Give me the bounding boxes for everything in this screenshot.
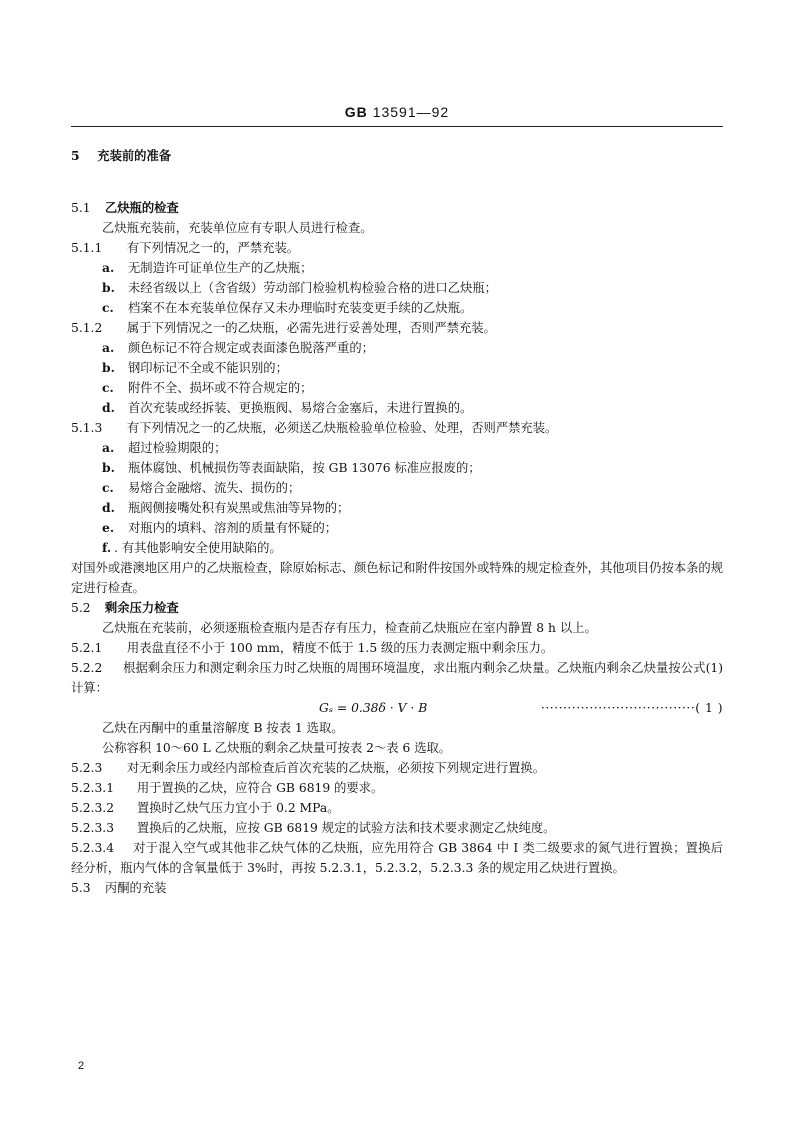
list-item: [71, 518, 723, 538]
clause-number: 5.1.2: [71, 321, 103, 335]
item-text: 首次充装或经拆装、更换瓶阀、易熔合金塞后，未进行置换的。: [128, 401, 473, 415]
clause-title: 乙炔瓶的检查: [104, 200, 179, 215]
clause-number: 5.2.3.4: [71, 841, 115, 855]
formula-leader: [541, 698, 723, 718]
standard-prefix: GB: [344, 104, 368, 120]
clause-5-2-3-3: [71, 818, 723, 838]
clause-5-2-intro: 乙炔瓶在充装前，必须逐瓶检查瓶内是否存有压力，检查前乙炔瓶应在室内静置 8 h 以上。: [102, 621, 597, 635]
clause-number: 5.2.2: [71, 661, 103, 675]
list-item: [71, 298, 723, 318]
item-letter: d.: [102, 500, 115, 515]
clause-text: 置换时乙炔气压力宜小于 0.2 MPa。: [136, 801, 340, 815]
list-item: [71, 358, 723, 378]
clause-number: 5.3: [71, 881, 91, 895]
clause-5-1-1: [71, 238, 723, 258]
clause-title: 剩余压力检查: [104, 600, 179, 615]
item-text: 无制造许可证单位生产的乙炔瓶；: [128, 261, 313, 275]
item-letter: e.: [102, 520, 115, 535]
clause-5-1-3-note: 对国外或港澳地区用户的乙炔瓶检查，除原始标志、颜色标记和附件按国外或特殊的规定检查外，其他项目仍按本条的规定进行检查。: [71, 561, 723, 595]
formula-1: [71, 698, 723, 718]
item-letter: a.: [102, 260, 115, 275]
section-number: 5: [71, 148, 80, 163]
clause-5-2-3-2: [71, 798, 723, 818]
item-letter: b.: [102, 460, 115, 475]
clause-number: 5.2.3.3: [71, 821, 115, 835]
item-text: 颜色标记不符合规定或表面漆色脱落严重的；: [128, 341, 374, 355]
running-header: [0, 104, 794, 120]
item-letter: b.: [102, 280, 115, 295]
formula-number: ( 1 ): [695, 701, 723, 715]
clause-text: 属于下列情况之一的乙炔瓶，必需先进行妥善处理，否则严禁充装。: [126, 321, 496, 335]
item-text: 超过检验期限的；: [128, 441, 227, 455]
document-body: [71, 146, 723, 898]
clause-text: 用于置换的乙炔，应符合 GB 6819 的要求。: [136, 781, 384, 795]
item-letter: a.: [102, 440, 115, 455]
clause-5-2-3: [71, 758, 723, 778]
clause-5-1-3: [71, 418, 723, 438]
item-letter: c.: [102, 300, 114, 315]
item-text: 钢印标记不全或不能识别的；: [128, 361, 288, 375]
formula-expression: Gₛ = 0.38δ · V · B: [319, 701, 428, 715]
list-item: [71, 278, 723, 298]
item-text: 易熔合金融熔、流失、损伤的；: [128, 481, 301, 495]
item-letter: d.: [102, 400, 115, 415]
list-item: [71, 458, 723, 478]
list-item: [71, 338, 723, 358]
item-text: 瓶体腐蚀、机械损伤等表面缺陷，按 GB 13076 标准应报废的；: [128, 461, 481, 475]
item-text: 瓶阀侧接嘴处积有炭黑或焦油等异物的；: [128, 501, 350, 515]
clause-title: 丙酮的充装: [104, 881, 167, 895]
formula-note-2: 公称容积 10～60 L 乙炔瓶的剩余乙炔量可按表 2～表 6 选取。: [102, 741, 452, 755]
formula-dots: ···································: [540, 701, 696, 715]
list-item: [71, 498, 723, 518]
clause-5-1-2: [71, 318, 723, 338]
clause-text: 对无剩余压力或经内部检查后首次充装的乙炔瓶，必须按下列规定进行置换。: [126, 761, 546, 775]
clause-5-3-heading: [71, 878, 723, 898]
page-number: 2: [78, 1060, 85, 1072]
clause-5-2-1: [71, 638, 723, 658]
clause-5-1-intro: 乙炔瓶充装前，充装单位应有专职人员进行检查。: [102, 221, 373, 235]
section-5-heading: [71, 146, 723, 166]
clause-number: 5.2.3: [71, 761, 103, 775]
item-text: 对瓶内的填料、溶剂的质量有怀疑的；: [128, 521, 338, 535]
header-rule: [71, 126, 723, 127]
clause-number: 5.1: [71, 201, 91, 215]
clause-text: 有下列情况之一的乙炔瓶，必须送乙炔瓶检验单位检验、处理，否则严禁充装。: [126, 421, 558, 435]
item-letter: c.: [102, 380, 114, 395]
clause-5-2-heading: [71, 598, 723, 618]
item-text: 档案不在本充装单位保存又未办理临时充装变更手续的乙炔瓶。: [128, 301, 473, 315]
item-text: 未经省级以上（含省级）劳动部门检验机构检验合格的进口乙炔瓶；: [128, 281, 497, 295]
clause-text: 有下列情况之一的，严禁充装。: [126, 241, 300, 255]
clause-text: 根据剩余压力和测定剩余压力时乙炔瓶的周围环境温度，求出瓶内剩余乙炔量。乙炔瓶内剩余乙炔量按公式(1)计算：: [71, 661, 723, 695]
list-item: [71, 478, 723, 498]
clause-5-1-heading: [71, 198, 723, 218]
item-text: 附件不全、损坏或不符合规定的；: [128, 381, 313, 395]
formula-note-1: 乙炔在丙酮中的重量溶解度 B 按表 1 选取。: [102, 721, 344, 735]
clause-number: 5.2: [71, 601, 91, 615]
clause-text: 用表盘直径不小于 100 mm，精度不低于 1.5 级的压力表测定瓶中剩余压力。: [126, 641, 554, 655]
clause-text: 对于混入空气或其他非乙炔气体的乙炔瓶，应先用符合 GB 3864 中 Ⅰ 类二级要求的氮气进行置换；置换后经分析，瓶内气体的含氧量低于 3%时，再按 5.2.3.1，5.2.3.2，5.2.3.3 条的规定用乙炔进行置换。: [71, 841, 723, 875]
item-text: . 有其他影响安全使用缺陷的。: [114, 541, 282, 555]
clause-number: 5.2.3.2: [71, 801, 115, 815]
item-letter: f.: [102, 540, 112, 555]
list-item: [71, 398, 723, 418]
section-title: 充装前的准备: [97, 148, 172, 163]
clause-number: 5.2.3.1: [71, 781, 115, 795]
list-item: [71, 378, 723, 398]
item-letter: c.: [102, 480, 114, 495]
clause-number: 5.1.3: [71, 421, 103, 435]
clause-number: 5.2.1: [71, 641, 103, 655]
item-letter: b.: [102, 360, 115, 375]
clause-5-2-2: [71, 658, 723, 698]
list-item: [71, 538, 723, 558]
list-item: [71, 258, 723, 278]
clause-5-2-3-1: [71, 778, 723, 798]
clause-5-2-3-4: [71, 838, 723, 878]
clause-number: 5.1.1: [71, 241, 103, 255]
standard-number: 13591—92: [372, 104, 450, 120]
clause-text: 置换后的乙炔瓶，应按 GB 6819 规定的试验方法和技术要求测定乙炔纯度。: [136, 821, 556, 835]
item-letter: a.: [102, 340, 115, 355]
list-item: [71, 438, 723, 458]
